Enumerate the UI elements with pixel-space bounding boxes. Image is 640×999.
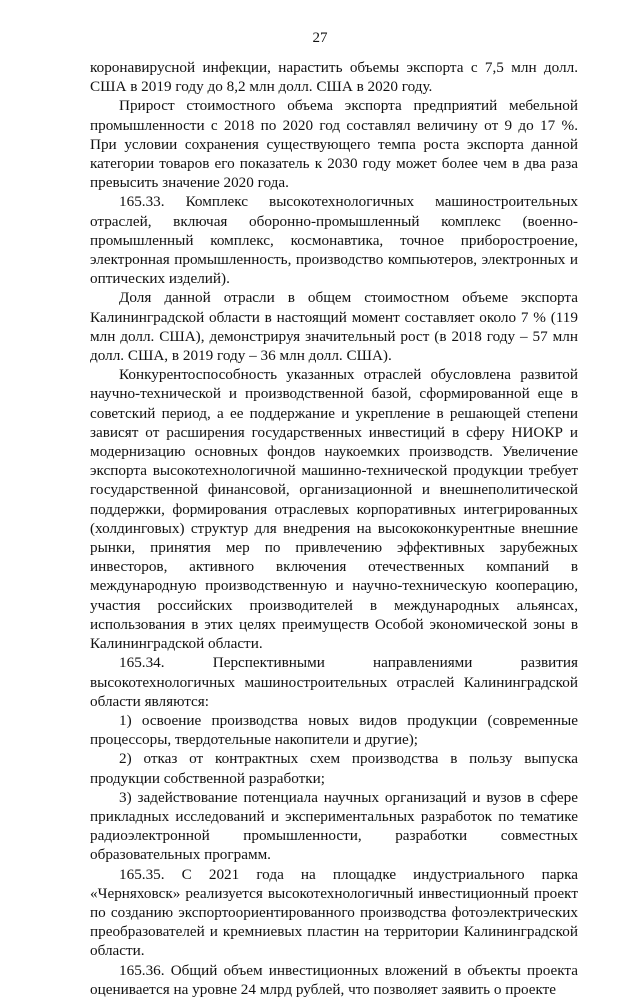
list-item-3: 3) задействование потенциала научных организаций и вузов в сфере прикладных исследований и экспериментальных разработок по тематике радиоэлектронной промышленности, разработки совместных образовательных программ. (90, 788, 578, 864)
page-number: 27 (312, 30, 328, 46)
paragraph-industry-share: Доля данной отрасли в общем стоимостном объеме экспорта Калининградской области в настоящий момент составляет около 7 % (119 млн долл. США), демонстрируя значительный рост (в 2018 году – 57 млн долл. США, в 2019 году – 36 млн долл. США). (90, 289, 578, 365)
list-item-2: 2) отказ от контрактных схем производства в пользу выпуска продукции собственной разработки; (90, 750, 578, 787)
paragraph-165-36: 165.36. Общий объем инвестиционных вложений в объекты проекта оценивается на уровне 24 млрд рублей, что позволяет заявить о проекте (90, 961, 578, 998)
paragraph-165-33: 165.33. Комплекс высокотехнологичных машиностроительных отраслей, включая оборонно-промышленный комплекс (военно-промышленный комплекс, космонавтика, точное приборостроение, электронная промышленность, производство компьютеров, электронных и оптических изделий). (90, 193, 578, 288)
paragraph-furniture-export-growth: Прирост стоимостного объема экспорта предприятий мебельной промышленности с 2018 по 2020 год составлял величину от 9 до 17 %. При условии сохранения существующего темпа роста экспорта данной категории товаров его показатель к 2030 году может более чем в два раза превысить значение 2020 года. (90, 97, 578, 192)
paragraph-export-continuation: коронавирусной инфекции, нарастить объемы экспорта с 7,5 млн долл. США в 2019 году до 8,2 млн долл. США в 2020 году. (90, 59, 578, 96)
paragraph-165-34: 165.34. Перспективными направлениями развития высокотехнологичных машиностроительных отраслей Калининградской области являются: (90, 654, 578, 710)
list-item-1: 1) освоение производства новых видов продукции (современные процессоры, твердотельные накопители и другие); (90, 711, 578, 749)
page-body (90, 58, 578, 999)
paragraph-165-35: 165.35. С 2021 года на площадке индустриального парка «Черняховск» реализуется высокотехнологичный инвестиционный проект по созданию экспортоориентированного производства фотоэлектрических преобразователей и кремниевых пластин на территории Калининградской области. (90, 865, 578, 960)
paragraph-competitiveness: Конкурентоспособность указанных отраслей обусловлена развитой научно-технической и производственной базой, сформированной еще в советский период, а ее поддержание и укрепление в решающей степени зависят от расширения государственных инвестиций в сферу НИОКР и модернизацию основных фондов наукоемких производств. Увеличение экспорта высокотехнологичной машинно-технической продукции требует государственной финансовой, организационной и внешнеполитической поддержки, формирования отраслевых корпоративных интегрированных (холдинговых) структур для внедрения на высококонкурентные внешние рынки, принятия мер по привлечению эффективных зарубежных инвесторов, активного включения отечественных компаний в международную производственную и научно-техническую кооперацию, участия российских производителей в международных альянсах, использования в этих целях преимуществ Особой экономической зоны в Калининградской области. (90, 366, 578, 653)
